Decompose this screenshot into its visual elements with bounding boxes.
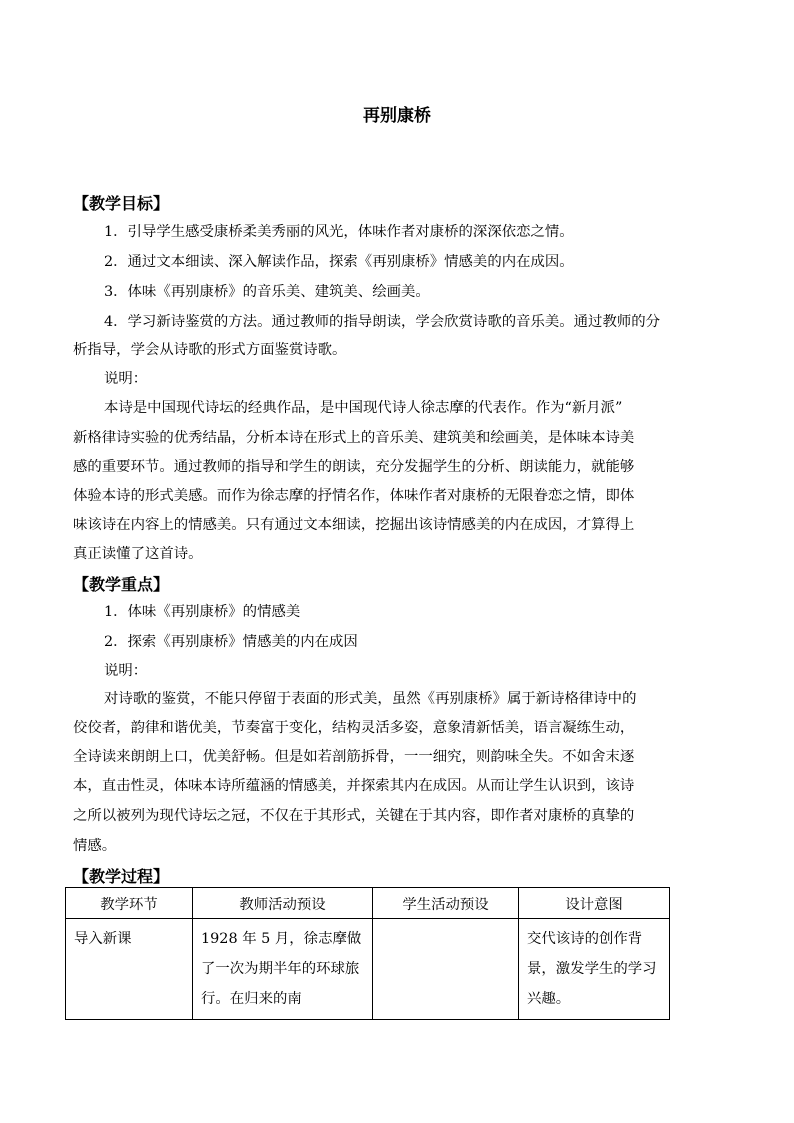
cell-teacher <box>193 919 373 1020</box>
col-header-teacher: 教师活动预设 <box>193 888 373 919</box>
objective-item-2: 2．通过文本细读、深入解读作品，探索《再别康桥》情感美的内在成因。 <box>104 254 574 270</box>
objective-item-1: 1．引导学生感受康桥柔美秀丽的风光，体味作者对康桥的深深依恋之情。 <box>104 224 574 240</box>
key-point-item-2: 2．探索《再别康桥》情感美的内在成因 <box>104 634 358 650</box>
objective-item-4: 4．学习新诗鉴赏的方法。通过教师的指导朗读，学会欣赏诗歌的音乐美。通过教师的分 <box>104 314 661 330</box>
objectives-note-line-4: 体验本诗的形式美感。而作为徐志摩的抒情名作，体味作者对康桥的无限眷恋之情，即体 <box>73 488 635 504</box>
objectives-note-line-3: 感的重要环节。通过教师的指导和学生的朗读，充分发掘学生的分析、朗读能力，就能够 <box>73 459 635 475</box>
cell-intent-text: 交代该诗的创作背景，激发学生的学习兴趣。 <box>527 931 657 1007</box>
cell-teacher-text: 1928 年 5 月，徐志摩做了一次为期半年的环球旅行。在归来的南 <box>201 931 362 1007</box>
cell-stage <box>66 919 193 1020</box>
cell-student-text <box>373 919 518 929</box>
objectives-note-line-6: 真正读懂了这首诗。 <box>73 546 203 562</box>
key-points-note-label: 说明： <box>104 663 148 679</box>
col-header-student: 学生活动预设 <box>373 888 519 919</box>
objectives-heading: 【教学目标】 <box>73 194 170 213</box>
objectives-note-line-5: 味该诗在内容上的情感美。只有通过文本细读，挖掘出该诗情感美的内在成因，才算得上 <box>73 517 635 533</box>
objective-item-4-cont: 析指导，学会从诗歌的形式方面鉴赏诗歌。 <box>73 342 347 358</box>
page-title: 再别康桥 <box>363 106 431 126</box>
key-point-item-1: 1．体味《再别康桥》的情感美 <box>104 604 301 620</box>
cell-student <box>373 919 519 1020</box>
col-header-intent: 设计意图 <box>519 888 670 919</box>
process-table-header-row <box>66 888 670 919</box>
key-points-note-line-4: 本，直击性灵，体味本诗所蕴涵的情感美，并探索其内在成因。从而让学生认识到，该诗 <box>73 778 635 794</box>
table-row <box>66 919 670 1020</box>
objectives-note-line-2: 新格律诗实验的优秀结晶，分析本诗在形式上的音乐美、建筑美和绘画美，是体味本诗美 <box>73 430 635 446</box>
objectives-note-line-1: 本诗是中国现代诗坛的经典作品，是中国现代诗人徐志摩的代表作。作为“新月派” <box>104 400 623 416</box>
cell-stage-text: 导入新课 <box>74 931 132 947</box>
key-points-heading: 【教学重点】 <box>73 575 170 594</box>
cell-intent <box>519 919 670 1020</box>
key-points-note-line-6: 情感。 <box>73 838 117 854</box>
key-points-note-line-5: 之所以被列为现代诗坛之冠，不仅在于其形式，关键在于其内容，即作者对康桥的真挚的 <box>73 808 635 824</box>
objective-item-3: 3．体味《再别康桥》的音乐美、建筑美、绘画美。 <box>104 284 430 300</box>
col-header-stage: 教学环节 <box>66 888 193 919</box>
process-heading: 【教学过程】 <box>73 867 170 886</box>
key-points-note-line-3: 全诗读来朗朗上口，优美舒畅。但是如若剖筋拆骨，一一细究，则韵味全失。不如舍末逐 <box>73 749 635 765</box>
key-points-note-line-2: 佼佼者，韵律和谐优美，节奏富于变化，结构灵活多姿，意象清新恬美，语言凝练生动， <box>73 720 635 736</box>
key-points-note-line-1: 对诗歌的鉴赏，不能只停留于表面的形式美，虽然《再别康桥》属于新诗格律诗中的 <box>104 691 637 707</box>
process-table <box>65 887 670 1020</box>
objectives-note-label: 说明： <box>104 371 148 387</box>
